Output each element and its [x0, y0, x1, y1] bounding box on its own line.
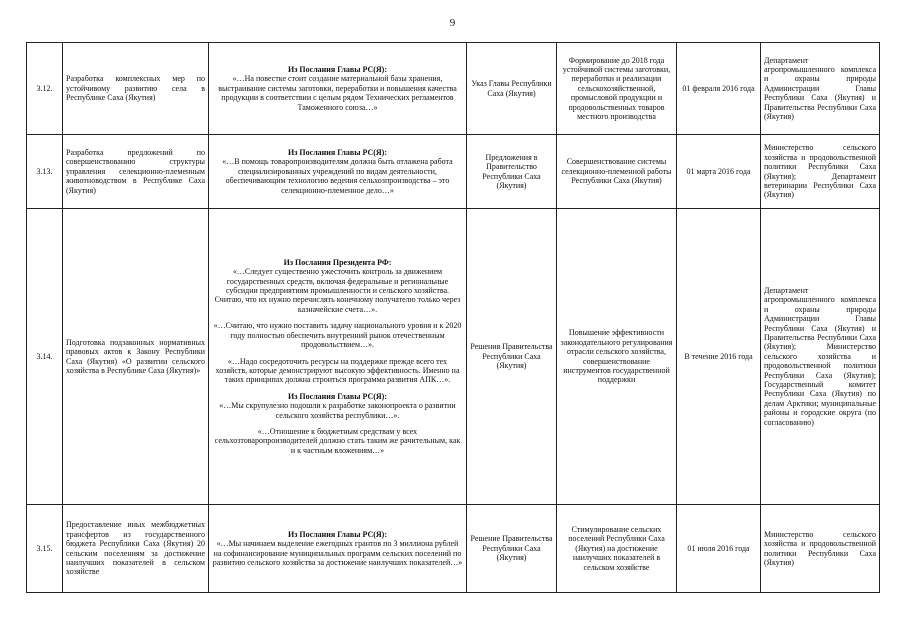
expected-result: Стимулирование сельских поселений Республики Саха (Якутия) на достижение наилучших показателей в сельском хозяйстве: [557, 505, 677, 593]
message-quote-cell: [209, 209, 467, 505]
table-row: [27, 135, 880, 209]
responsible-executors: [761, 505, 880, 593]
expected-result: Совершенствование системы селекционно-племенной работы Республики Саха (Якутия): [557, 135, 677, 209]
responsible-executors-text: Департамент агропромышленного комплекса и охраны природы Администрации Главы Республики Саха (Якутия) и Правительства Республики Саха (Якутия): [764, 55, 876, 122]
measure-name: [63, 135, 209, 209]
quote-text: «…Надо сосредоточить ресурсы на поддержке прежде всего тех хозяйств, которые демонстрируют высокую эффективность. Именно на таких принципах должна строиться программа развития АПК…».: [215, 356, 460, 385]
responsible-executors: [761, 209, 880, 505]
item-number: 3.15.: [27, 505, 63, 593]
implementation-form: Решение Правительства Республики Саха (Якутия): [467, 505, 557, 593]
message-quote-cell: [209, 135, 467, 209]
expected-result: Повышение эффективности законодательного регулирования отрасли сельского хозяйства, совершенствование инструментов государственной поддержки: [557, 209, 677, 505]
responsible-executors-text: Министерство сельского хозяйства и продовольственной политики Республики Саха (Якутия): [764, 529, 876, 567]
quote-source-title: Из Послания Главы РС(Я):: [287, 529, 388, 539]
deadline: В течение 2016 года: [677, 209, 761, 505]
table-row: [27, 505, 880, 593]
quote-text: «…Отношение к бюджетным средствам у всех сельхозтоваропроизводителей должно стать таким же рачительным, как и к частным вложениям…»: [214, 426, 461, 455]
table-row: [27, 43, 880, 135]
page-number: 9: [449, 17, 456, 29]
expected-result: Формирование до 2018 года устойчивой системы заготовки, переработки и реализации сельскохозяйственной, промысловой продукции и продовольственных товаров местного производства: [557, 43, 677, 135]
measure-name: [63, 209, 209, 505]
quote-text: «…В помощь товаропроизводителям должна быть отлажена работа специализированных учреждений по видам деятельности, обеспечивающим технологию ведения сельхозпроизводства – это селекционно-племенное дело…»: [222, 157, 453, 195]
implementation-form: Указ Главы Республики Саха (Якутия): [467, 43, 557, 135]
deadline: 01 марта 2016 года: [677, 135, 761, 209]
measure-name: [63, 505, 209, 593]
quote-source-title: Из Послания Главы РС(Я):: [287, 147, 388, 157]
message-quote-cell: [209, 43, 467, 135]
quote-source-title: Из Послания Главы РС(Я):: [287, 391, 388, 401]
action-plan-table: [26, 42, 880, 593]
responsible-executors-text: Департамент агропромышленного комплекса и охраны природы Администрации Главы Республики Саха (Якутия) и Правительства Республики Саха (Якутия); Министерство сельского хозяйства и продовольственной политики Республики Саха (Якутия); Государственный комитет Республики Саха (Якутия) по делам Арктики; муниципальные районы и городские округа (по согласованию): [764, 285, 876, 427]
deadline: 01 февраля 2016 года: [677, 43, 761, 135]
quote-source-title: Из Послания Главы РС(Я):: [287, 64, 388, 74]
quote-text: «…На повестке стоит создание материальной базы хранения, выстраивание системы заготовки, переработки и повышения качества продукции в соответствии с целым рядом Технических регламентов Таможенного союза…»: [218, 74, 457, 112]
implementation-form: Предложения в Правительство Республики Саха (Якутия): [467, 135, 557, 209]
quote-text: «…Мы начинаем выделение ежегодных грантов по 3 миллиона рублей на софинансирование муниципальных программ сельских поселений по развитию сельского хозяйства за достижение наилучших показателей…»: [212, 539, 463, 567]
item-number: 3.12.: [27, 43, 63, 135]
responsible-executors-text: Министерство сельского хозяйства и продовольственной политики Республики Саха (Якутия); Департамент ветеринарии Республики Саха (Якутия): [764, 143, 876, 200]
quote-text: «…Считаю, что нужно поставить задачу национального уровня и к 2020 году полностью обеспечить внутренний рынок отечественным продовольствием…».: [213, 321, 462, 350]
measure-name-text: Разработка комплексных мер по устойчивому развитию села в Республике Саха (Якутия): [66, 74, 205, 103]
measure-name-text: Предоставление иных межбюджетных трансфертов из государственного бюджета Республики Саха (Якутия) 20 сельским поселениям за достижение наилучших показателей в сельском хозяйстве: [66, 520, 205, 577]
deadline: 01 июля 2016 года: [677, 505, 761, 593]
table-row: [27, 209, 880, 505]
message-quote-cell: [209, 505, 467, 593]
responsible-executors: [761, 135, 880, 209]
responsible-executors: [761, 43, 880, 135]
quote-source-title: Из Послания Президента РФ:: [283, 257, 392, 267]
item-number: 3.14.: [27, 209, 63, 505]
measure-name-text: Разработка предложений по совершенствованию структуры управления селекционно-племенным животноводством в Республике Саха (Якутия): [66, 147, 205, 195]
implementation-form: Решения Правительства Республики Саха (Якутия): [467, 209, 557, 505]
item-number: 3.13.: [27, 135, 63, 209]
quote-text: «…Следует существенно ужесточить контроль за движением государственных средств, включая федеральные и региональные субсидии предприятиям промышленности и сельского хозяйства. Считаю, что их нужно перечислять конечному получателю только через казначейские счета…».: [214, 267, 461, 314]
measure-name-text: Подготовка подзаконных нормативных правовых актов к Закону Республики Саха (Якутия) «О развитии сельского хозяйства в Республике Саха (Якутия)»: [66, 337, 205, 375]
quote-text: «…Мы скрупулезно подошли к разработке законопроекта о развитии сельского хозяйства республики…».: [219, 401, 456, 420]
measure-name: [63, 43, 209, 135]
